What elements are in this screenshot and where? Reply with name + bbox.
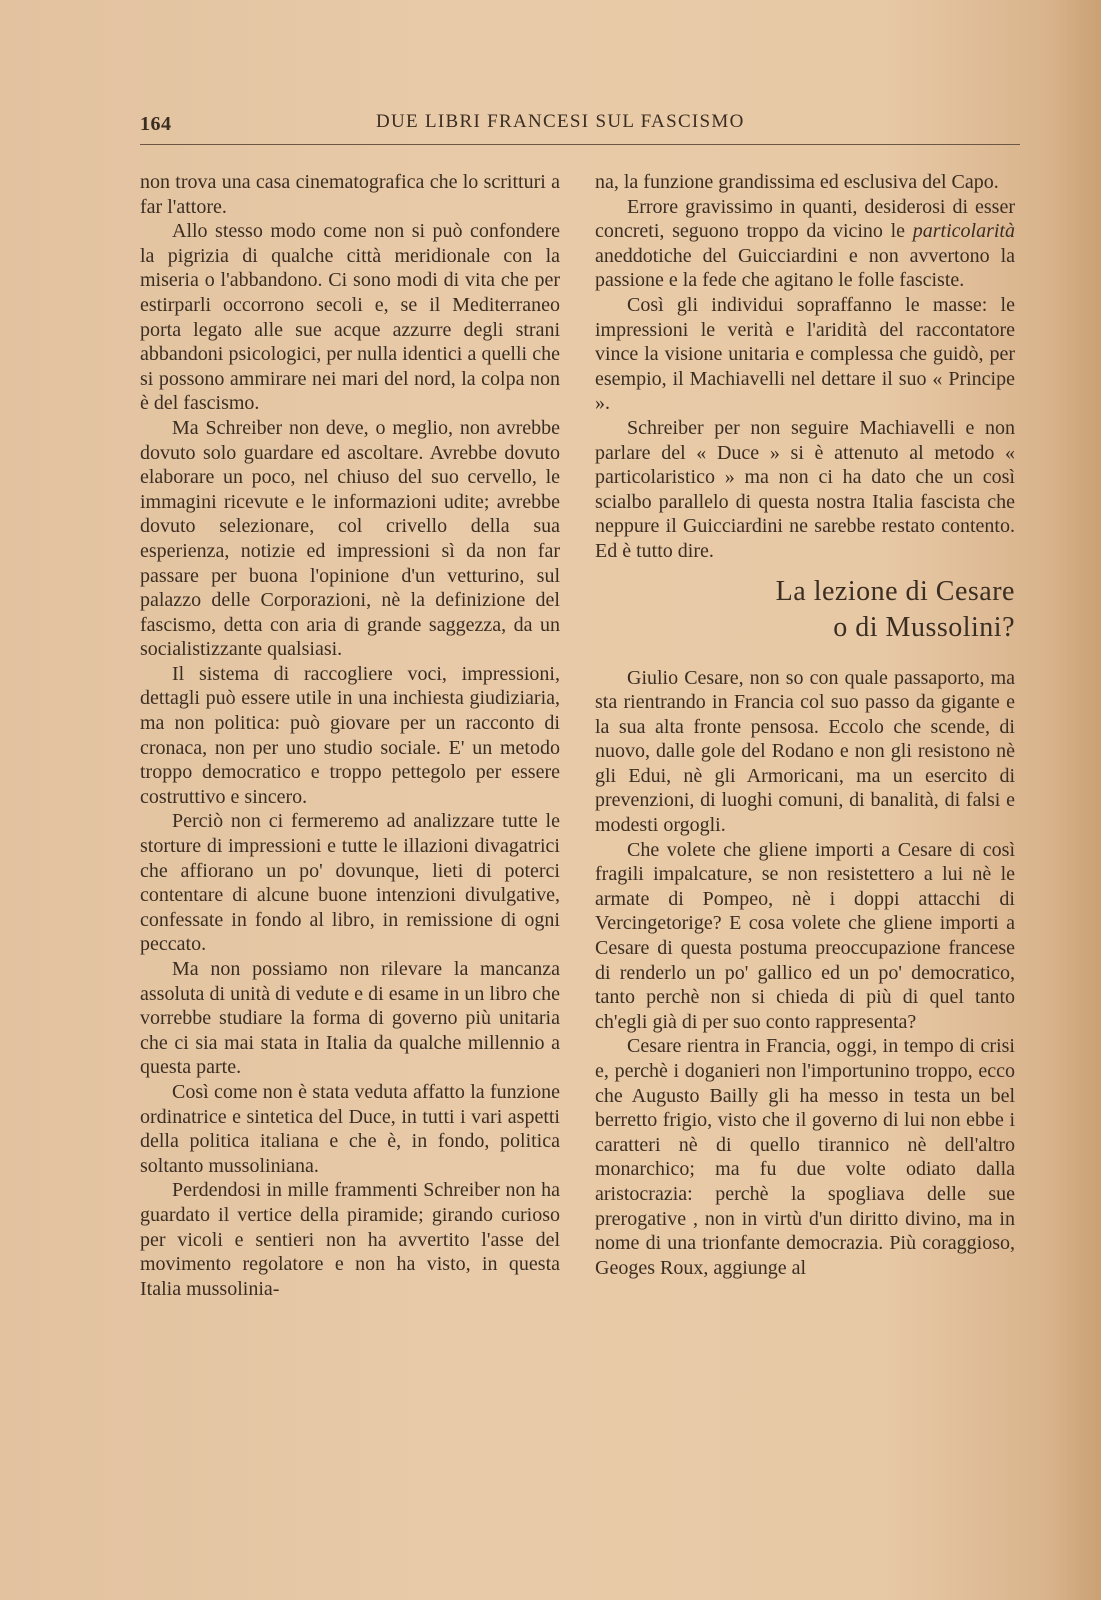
emphasized-word: particolarità: [912, 220, 1015, 243]
page-header: [140, 111, 1020, 139]
paragraph: Allo stesso modo come non si può confondere la pigrizia di qualche città meridionale con la miseria o l'abbandono. Ci sono modi di vita che per estirparli occorrono secoli e, se il Mediterraneo porta legato alle sue acque azzurre degli strani abbandoni psicologici, per nulla identici a quelli che si possono ammirare nei mari del nord, la colpa non è del fascismo.: [140, 220, 560, 415]
paragraph: Ma non possiamo non rilevare la mancanza assoluta di unità di vedute e di esame in un libro che vorrebbe studiare la forma di governo più unitaria che ci sia mai stata in Italia da qualche millennio a questa parte.: [140, 958, 560, 1079]
paragraph: Ma Schreiber non deve, o meglio, non avrebbe dovuto solo guardare ed ascoltare. Avrebbe dovuto elaborare un poco, nel chiuso del suo cervello, le immagini ricevute e le informazioni udite; avrebbe dovuto selezionare, col crivello della sua esperienza, notizie ed impressioni sì da non far passare per buona l'opinione d'un vetturino, sul palazzo delle Corporazioni, nè la definizione del fascismo, detta con aria di grande saggezza, da un socialistizzante qualsiasi.: [140, 416, 560, 661]
paragraph: [595, 195, 1015, 293]
right-column: [595, 170, 1015, 1280]
paragraph: Giulio Cesare, non so con quale passaporto, ma sta rientrando in Francia col suo passo da gigante e la sua alta fronte pensosa. Eccolo che scende, di nuovo, dalle gole del Rodano e non gli resistono nè gli Edui, nè gli Armoricani, ma un esercito di prevenzioni, di luoghi comuni, di banalità, di falsi e modesti orgogli.: [595, 666, 1015, 837]
paragraph: Schreiber per non seguire Machiavelli e non parlare del « Duce » si è attenuto al metodo « particolaristico » ma non ci ha dato che un così scialbo parallelo di questa nostra Italia fascista che neppure il Guicciardini ne sarebbe restato contento. Ed è tutto dire.: [595, 416, 1015, 562]
section-heading-line: La lezione di Cesare: [775, 575, 1015, 607]
running-title: DUE LIBRI FRANCESI SUL FASCISMO: [376, 111, 745, 132]
header-rule: [140, 144, 1020, 145]
paragraph-text: Errore gravissimo in quanti, desiderosi di esser concreti, seguono troppo da vicino le: [595, 195, 1015, 243]
paragraph: Il sistema di raccogliere voci, impressioni, dettagli può essere utile in una inchiesta giudiziaria, ma non politica: può giovare per un racconto di cronaca, non per uno studio sociale. E' un metodo troppo democratico e troppo pettegolo per essere costruttivo e sincero.: [140, 662, 560, 808]
paragraph: na, la funzione grandissima ed esclusiva del Capo.: [595, 171, 999, 193]
paragraph: Cesare rientra in Francia, oggi, in tempo di crisi e, perchè i doganieri non l'importunino troppo, ecco che Augusto Bailly gli ha messo in testa un bel berretto frigio, visto che il governo di lui non ebbe i caratteri nè di quello tirannico nè dell'altro monarchico; ma fu due volte odiato dalla aristocrazia: perchè la spogliava delle sue prerogative , non in virtù d'un diritto divino, ma in nome di una trionfante democrazia. Più coraggioso, Geoges Roux, aggiunge al: [595, 1035, 1015, 1279]
paragraph-text: aneddotiche del Guicciardini e non avvertono la passione e la fede che agitano le folle fasciste.: [595, 244, 1015, 292]
page-number: 164: [140, 113, 172, 135]
paragraph: Così gli individui sopraffanno le masse: le impressioni le verità e l'aridità del raccontatore vince la visione unitaria e complessa che guidò, per esempio, il Machiavelli nel dettare il suo « Principe ».: [595, 293, 1015, 415]
section-heading-line: o di Mussolini?: [833, 611, 1015, 643]
paragraph: Perdendosi in mille frammenti Schreiber non ha guardato il vertice della piramide; girando curioso per vicoli e sentieri non ha avvertito l'asse del movimento regolatore e non ha visto, in questa Italia mussolinia-: [140, 1179, 560, 1300]
paragraph: non trova una casa cinematografica che lo scritturi a far l'attore.: [140, 171, 560, 218]
paragraph: Che volete che gliene importi a Cesare di così fragili impalcature, se non resistettero a lui nè le armate di Pompeo, nè i doppi attacchi di Vercingetorige? E cosa volete che gliene importi a Cesare di questa postuma preoccupazione francese di renderlo un po' gallico ed un po' democratico, tanto perchè non si chieda di più di quel tanto ch'egli già di per suo conto rappresenta?: [595, 838, 1015, 1033]
section-heading: [595, 574, 1015, 646]
paragraph: Perciò non ci fermeremo ad analizzare tutte le storture di impressioni e tutte le illazioni divagatrici che affiorano un po' dovunque, lieti di poterci contentare di alcune buone intenzioni divulgative, confessate in fondo al libro, in remissione di ogni peccato.: [140, 810, 560, 956]
paragraph: Così come non è stata veduta affatto la funzione ordinatrice e sintetica del Duce, in tutti i vari aspetti della politica italiana e che è, in fondo, politica soltanto mussoliniana.: [140, 1080, 560, 1177]
left-column: [140, 170, 560, 1301]
